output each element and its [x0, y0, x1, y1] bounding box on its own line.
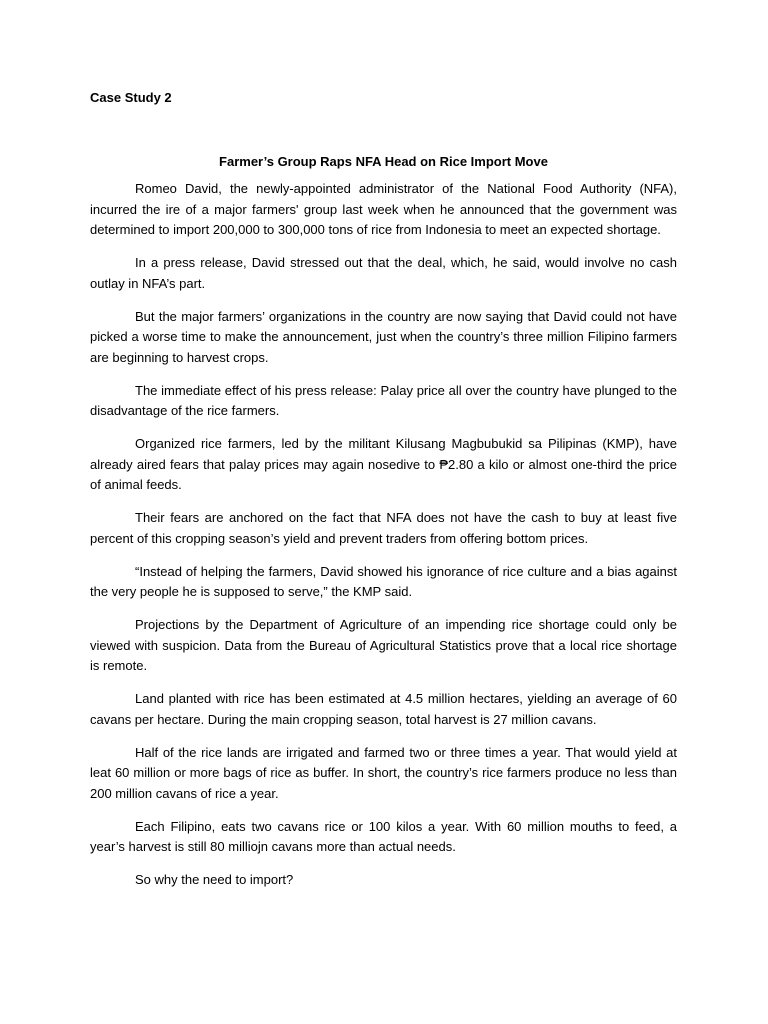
paragraph-5: Organized rice farmers, led by the militant Kilusang Magbubukid sa Pilipinas (KMP), have already aired fears that palay prices may again nosedive to ₱2.80 a kilo or almost one-third the price of animal feeds. — [90, 436, 677, 492]
paragraph-11: Each Filipino, eats two cavans rice or 100 kilos a year. With 60 million mouths to feed, a year’s harvest is still 80 milliojn cavans more than actual needs. — [90, 818, 677, 854]
paragraph-8: Projections by the Department of Agriculture of an impending rice shortage could only be viewed with suspicion. Data from the Bureau of Agricultural Statistics prove that a local rice shortage is remote. — [90, 617, 677, 673]
paragraph-9: Land planted with rice has been estimated at 4.5 million hectares, yielding an average of 60 cavans per hectare. During the main cropping season, total harvest is 27 million cavans. — [90, 691, 677, 727]
paragraph-7: “Instead of helping the farmers, David showed his ignorance of rice culture and a bias against the very people he is supposed to serve,” the KMP said. — [90, 563, 677, 599]
paragraph-4: The immediate effect of his press release: Palay price all over the country have plunged to the disadvantage of the rice farmers. — [90, 382, 677, 418]
paragraph-1: Romeo David, the newly-appointed administrator of the National Food Authority (NFA), incurred the ire of a major farmers' group last week when he announced that the government was determined to import 200,000 to 300,000 tons of rice from Indonesia to meet an expected shortage. — [90, 181, 677, 237]
paragraph-2: In a press release, David stressed out that the deal, which, he said, would involve no cash outlay in NFA’s part. — [90, 255, 677, 291]
section-label: Case Study 2 — [90, 90, 172, 105]
paragraph-6: Their fears are anchored on the fact that NFA does not have the cash to buy at least five percent of this cropping season’s yield and prevent traders from offering bottom prices. — [90, 510, 677, 546]
document-page — [90, 88, 677, 903]
paragraph-10: Half of the rice lands are irrigated and farmed two or three times a year. That would yield at leat 60 million or more bags of rice as buffer. In short, the country’s rice farmers produce no less than 200 million cavans of rice a year. — [90, 744, 677, 801]
article-title: Farmer’s Group Raps NFA Head on Rice Import Move — [219, 154, 548, 169]
paragraph-3: But the major farmers’ organizations in the country are now saying that David could not have picked a worse time to make the announcement, just when the country’s three million Filipino farmers are beginning to harvest crops. — [90, 308, 677, 365]
paragraph-12: So why the need to import? — [135, 872, 294, 887]
